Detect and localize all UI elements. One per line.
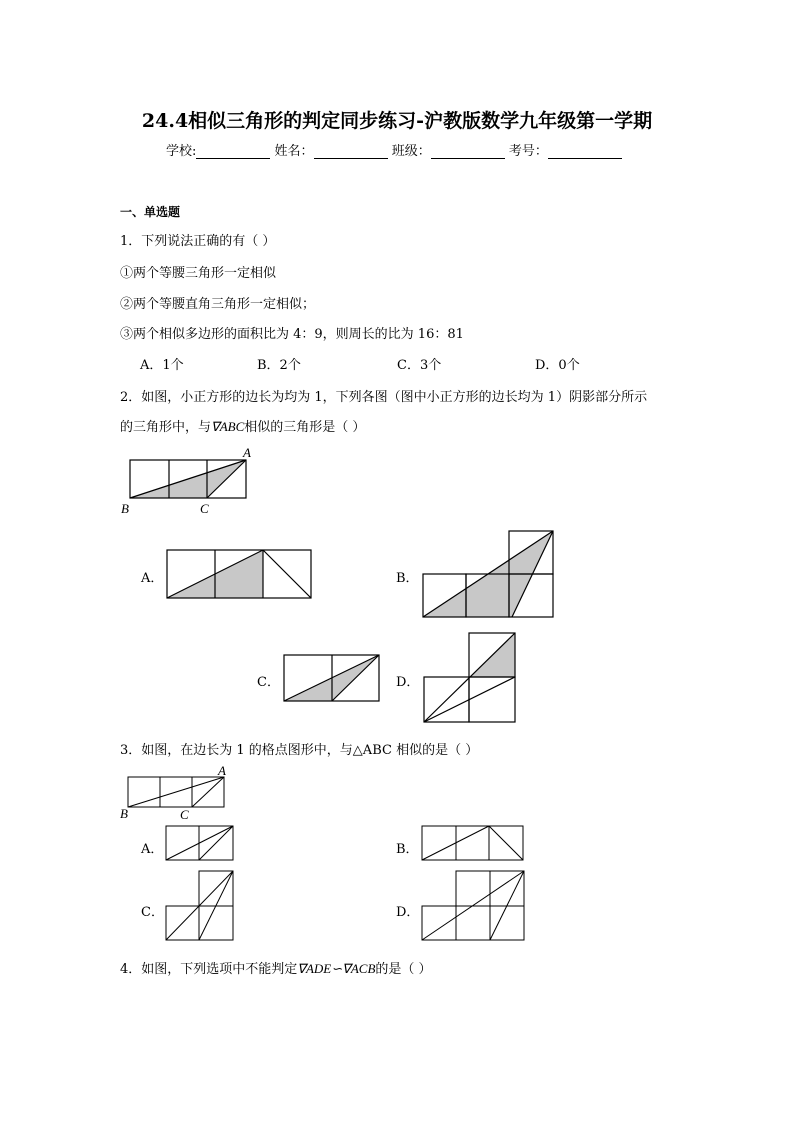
- school-field[interactable]: [196, 144, 270, 159]
- class-field[interactable]: [431, 144, 505, 159]
- page-title: 24.4相似三角形的判定同步练习-沪教版数学九年级第一学期: [141, 110, 653, 132]
- q1-statement-1: ①两个等腰三角形一定相似: [120, 266, 277, 281]
- q3-label-c: C: [180, 807, 189, 822]
- q1-option-b[interactable]: B．2个: [257, 358, 301, 373]
- q1-option-a[interactable]: A．1个: [140, 358, 184, 373]
- q3-option-c-label[interactable]: C．: [141, 905, 164, 920]
- school-label: 学校:: [166, 144, 197, 159]
- q1-statement-3: ③两个相似多边形的面积比为 4：9，则周长的比为 16：81: [120, 327, 464, 342]
- q1-option-c[interactable]: C．3个: [397, 358, 442, 373]
- q3-option-b-figure[interactable]: [421, 825, 525, 861]
- q2-option-c-figure[interactable]: [283, 654, 381, 702]
- q3-option-c-figure[interactable]: [165, 870, 235, 942]
- q2-option-d-figure[interactable]: [423, 632, 517, 724]
- q2-option-a-figure[interactable]: [166, 549, 312, 599]
- q2-stem-line1: 2．如图，小正方形的边长为均为 1，下列各图（图中小正方形的边长均为 1）阴影部分所示: [120, 390, 648, 405]
- q1-statement-2: ②两个等腰直角三角形一定相似；: [120, 297, 316, 312]
- q2-label-b: B: [121, 501, 129, 516]
- q3-reference-figure: [118, 765, 228, 821]
- q3-option-a-figure[interactable]: [165, 825, 235, 861]
- q2-reference-figure: [118, 447, 258, 519]
- q3-label-a: A: [218, 763, 226, 778]
- q3-option-d-label[interactable]: D．: [396, 905, 420, 920]
- q3-option-d-figure[interactable]: [421, 870, 527, 942]
- name-label: 姓名：: [274, 144, 314, 159]
- class-label: 班级：: [391, 144, 431, 159]
- q2-option-d-label[interactable]: D．: [396, 675, 420, 690]
- q1-stem: 1．下列说法正确的有（ ）: [120, 234, 276, 249]
- q2-option-b-figure[interactable]: [422, 530, 556, 618]
- q2-label-a: A: [243, 445, 251, 460]
- number-label: 考号：: [508, 144, 548, 159]
- q2-option-b-label[interactable]: B．: [396, 571, 419, 586]
- q4-stem: 4．如图，下列选项中不能判定∇ADE∽∇ACB的是（ ）: [120, 961, 432, 977]
- q2-option-a-label[interactable]: A．: [141, 571, 164, 586]
- number-field[interactable]: [548, 144, 622, 159]
- q3-option-b-label[interactable]: B．: [396, 842, 419, 857]
- q2-triangle-ref: ∇ABC: [211, 419, 245, 434]
- q4-similarity-ref: ∇ADE∽∇ACB: [297, 961, 376, 976]
- q3-label-b: B: [120, 806, 128, 821]
- q2-label-c: C: [200, 501, 209, 516]
- q2-stem-line2: 的三角形中，与∇ABC相似的三角形是（ ）: [120, 419, 366, 435]
- q3-stem: 3．如图，在边长为 1 的格点图形中，与△ABC 相似的是（ ）: [120, 743, 479, 758]
- q2-option-c-label[interactable]: C．: [257, 675, 280, 690]
- q3-option-a-label[interactable]: A．: [141, 842, 164, 857]
- name-field[interactable]: [314, 144, 388, 159]
- section-heading: 一、单选题: [120, 205, 181, 219]
- student-info: [166, 140, 622, 159]
- q1-option-d[interactable]: D．0个: [535, 358, 580, 373]
